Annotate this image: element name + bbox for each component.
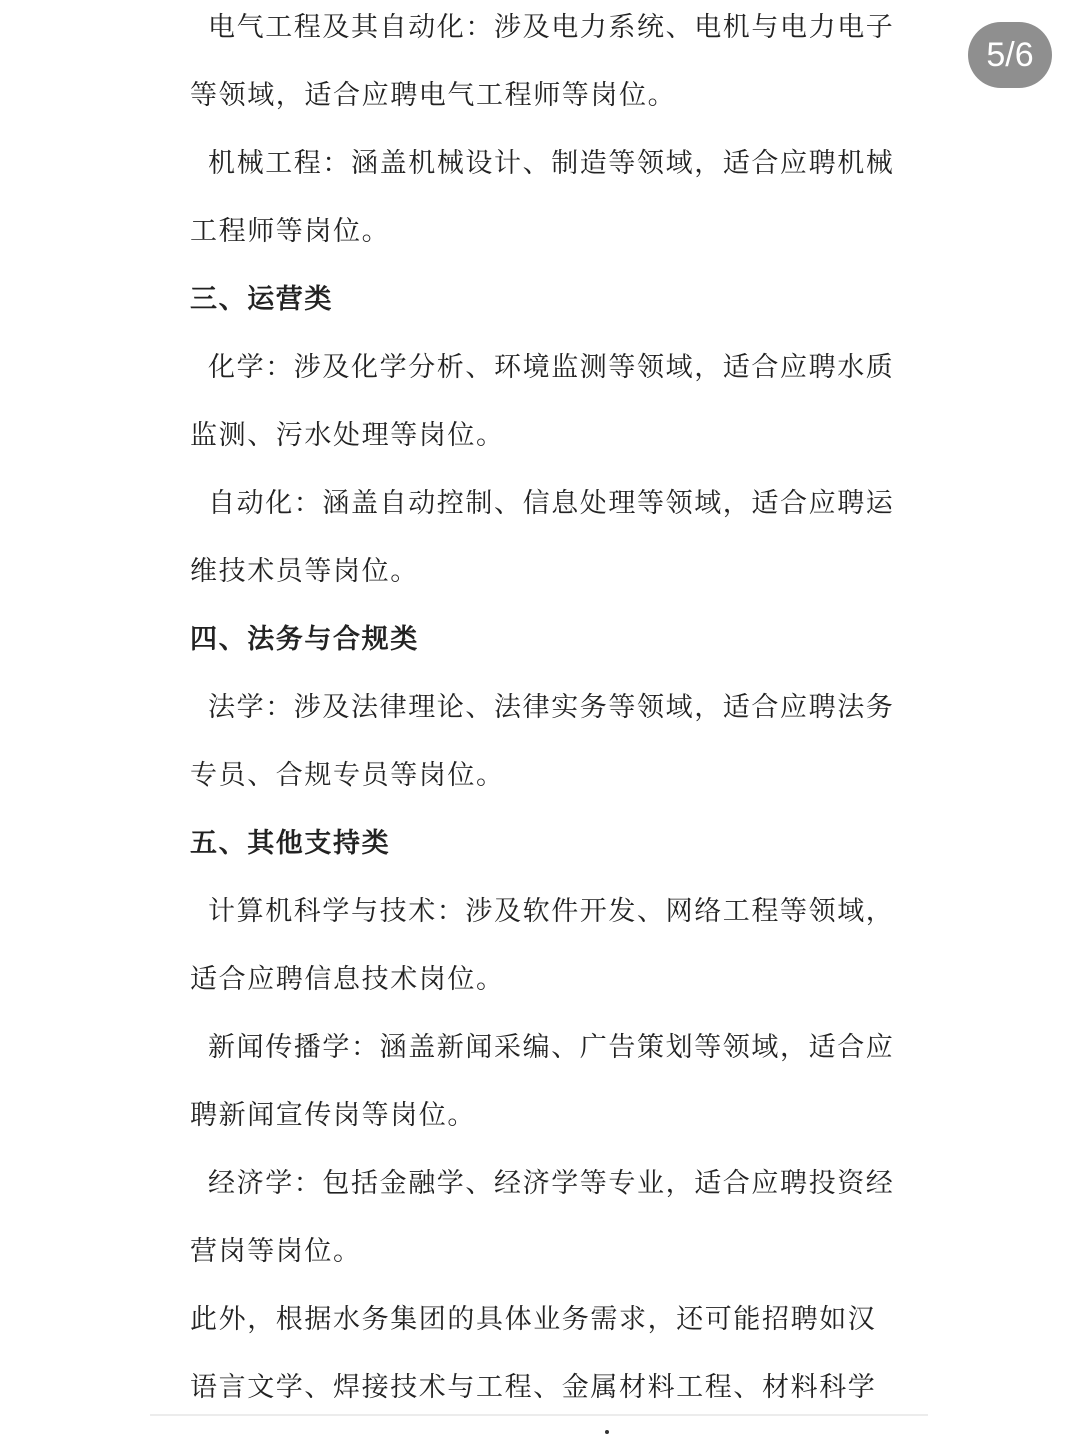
paragraph-law: 法学：涉及法律理论、法律实务等领域，适合应聘法务专员、合规专员等岗位。 [190, 692, 895, 791]
section-heading-legal-compliance: 四、法务与合规类 [190, 624, 419, 655]
paragraph-automation: 自动化：涵盖自动控制、信息处理等领域，适合应聘运维技术员等岗位。 [190, 488, 895, 587]
section-heading-other-support: 五、其他支持类 [190, 828, 391, 859]
scroll-indicator-dot [605, 1430, 609, 1434]
document-page [150, 0, 928, 1416]
paragraph-computer-science: 计算机科学与技术：涉及软件开发、网络工程等领域，适合应聘信息技术岗位。 [190, 896, 895, 995]
paragraph-chemistry: 化学：涉及化学分析、环境监测等领域，适合应聘水质监测、污水处理等岗位。 [190, 352, 895, 451]
paragraph-economics: 经济学：包括金融学、经济学等专业，适合应聘投资经营岗等岗位。 [190, 1168, 895, 1267]
paragraph-mechanical-engineering: 机械工程：涵盖机械设计、制造等领域，适合应聘机械工程师等岗位。 [190, 148, 895, 247]
section-heading-operations: 三、运营类 [190, 284, 333, 315]
article-content [190, 0, 896, 1422]
page-counter-badge: 5/6 [968, 22, 1052, 88]
paragraph-electrical-engineering: 电气工程及其自动化：涉及电力系统、电机与电力电子等领域，适合应聘电气工程师等岗位。 [190, 12, 895, 111]
paragraph-additional-majors: 此外，根据水务集团的具体业务需求，还可能招聘如汉语言文学、焊接技术与工程、金属材料工程、材料科学 [190, 1304, 877, 1403]
paragraph-journalism: 新闻传播学：涵盖新闻采编、广告策划等领域，适合应聘新闻宣传岗等岗位。 [190, 1032, 895, 1131]
